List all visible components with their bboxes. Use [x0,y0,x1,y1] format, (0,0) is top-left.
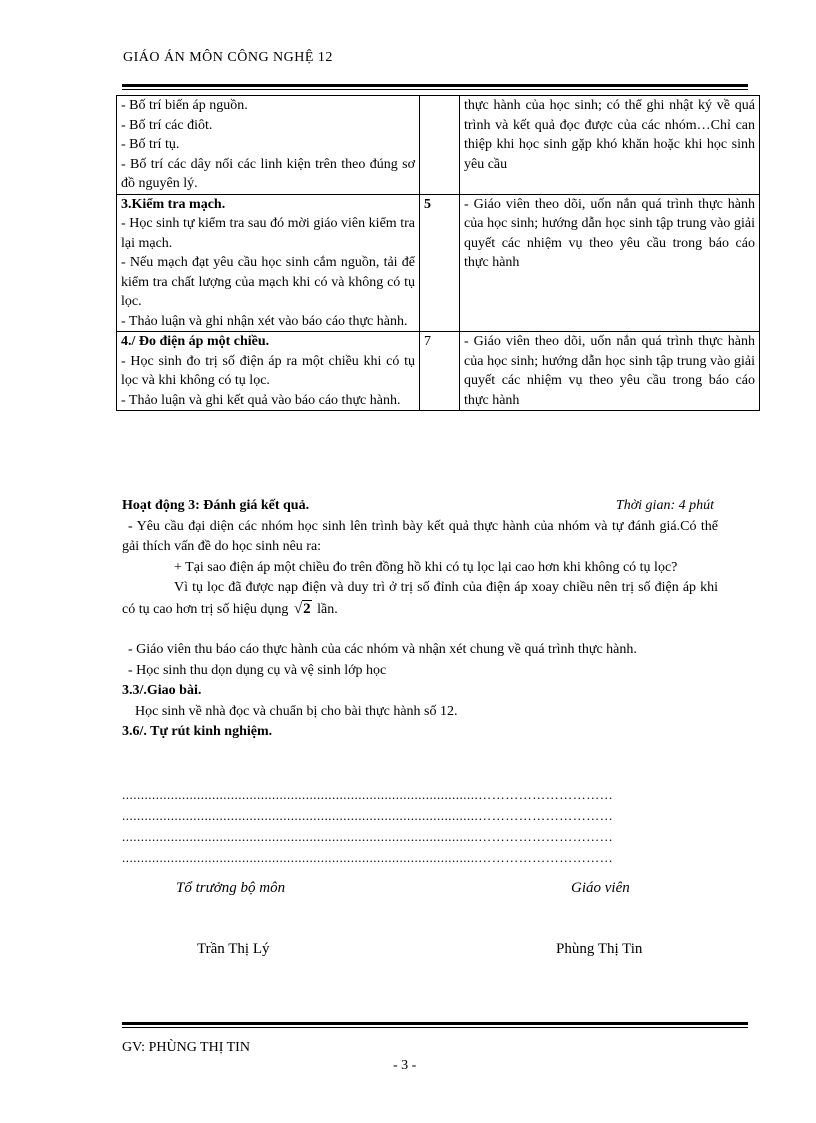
footer-rule-thick [122,1022,748,1025]
answer-suffix: lần. [317,601,338,617]
list-item: - Bố trí các dây nối các linh kiện trên theo đúng sơ đồ nguyên lý. [121,156,415,191]
table-cell-time: 5 [420,194,460,332]
signature-right-title: Giáo viên [571,880,630,896]
table-cell-time [420,96,460,195]
table-cell-activity [117,194,420,332]
paragraph: - Yêu cầu đại diện các nhóm học sinh lên trình bày kết quả thực hành của nhóm và tự đánh giá.Có thể gải thích vấn đề do học sinh nêu ra: [122,518,718,554]
signature-left-name: Trần Thị Lý [197,941,270,957]
table-cell-teacher: thực hành của học sinh; có thể ghi nhật ký về quá trình và kết quả đọc được của các nhóm…Chỉ can thiệp khi học sinh gặp khó khăn hoặc khi học sinh yêu cầu [460,96,760,195]
list-item: - Thảo luận và ghi nhận xét vào báo cáo thực hành. [121,313,408,329]
list-item: - Bố trí tụ. [121,137,180,152]
list-item: - Học sinh đo trị số điện áp ra một chiều khi có tụ lọc và khi không có tụ lọc. [121,353,415,388]
experience-lines [122,784,702,868]
paragraph: - Học sinh thu dọn dụng cụ và vệ sinh lớp học [128,662,387,678]
question-paragraph: + Tại sao điện áp một chiều đo trên đồng hồ khi có tụ lọc lại cao hơn khi không có tụ lọc? [174,559,678,575]
activity-3-section [122,496,718,743]
dotted-line: ...............................................................................................………………………… [122,787,614,802]
list-item: - Nếu mạch đạt yêu cầu học sinh cắm nguồn, tải để kiểm tra chất lượng của mạch khi có và không có tụ lọc. [121,255,415,309]
dotted-line: ...............................................................................................………………………… [122,808,614,823]
dotted-line: ...............................................................................................………………………… [122,850,614,865]
table-cell-teacher: - Giáo viên theo dõi, uốn nắn quá trình thực hành của học sinh; hướng dẫn học sinh tập trung vào giải quyết các nhiệm vụ theo yêu cầu trong báo cáo thực hành [460,194,760,332]
header-rule-thick [122,84,748,87]
list-item: - Bố trí các điôt. [121,117,213,133]
experience-heading: 3.6/. Tự rút kinh nghiệm. [122,724,273,739]
paragraph: - Giáo viên thu báo cáo thực hành của các nhóm và nhận xét chung về quá trình thực hành. [128,642,637,657]
assign-heading: 3.3/.Giao bài. [122,683,202,698]
signature-left-title: Tổ trưởng bộ môn [176,880,286,896]
activity-3-time: Thời gian: 4 phút [615,498,714,513]
footer-rule-thin [122,1027,748,1028]
table-row [117,332,760,411]
list-item: - Thảo luận và ghi kết quả vào báo cáo thực hành. [121,392,401,408]
table-cell-activity [117,332,420,411]
header-rule-thin [122,89,748,90]
sqrt-value: 2 [303,600,311,617]
sqrt-symbol [294,601,312,617]
list-item: - Học sinh tự kiểm tra sau đó mời giáo viên kiểm tra lại mạch. [121,216,415,251]
table-cell-activity [117,96,420,195]
footer-teacher: GV: PHÙNG THỊ TIN [122,1040,250,1055]
header-title: GIÁO ÁN MÔN CÔNG NGHỆ 12 [123,50,333,65]
lesson-table [116,95,760,411]
page-number: - 3 - [393,1058,417,1073]
row-heading: 4./ Đo điện áp một chiều. [121,334,270,349]
table-row [117,96,760,195]
table-cell-time: 7 [420,332,460,411]
activity-3-header [122,496,718,517]
activity-3-title: Hoạt động 3: Đánh giá kết quả. [122,498,310,513]
signature-right-name: Phùng Thị Tin [556,941,643,957]
answer-text: Vì tụ lọc đã được nạp điện và duy trì ở trị số đỉnh của điện áp xoay chiều nên trị số điện áp khi có tụ cao hơn trị số hiệu dụng [122,580,718,617]
answer-paragraph [122,578,718,620]
table-cell-teacher: - Giáo viên theo dõi, uốn nắn quá trình thực hành của học sinh; hướng dẫn học sinh tập trung vào giải quyết các nhiệm vụ theo yêu cầu trong báo cáo thực hành [460,332,760,411]
dotted-line: ...............................................................................................………………………… [122,829,614,844]
row-heading: 3.Kiểm tra mạch. [121,196,226,212]
list-item: - Bố trí biến áp nguồn. [121,98,248,113]
assign-text: Học sinh về nhà đọc và chuẩn bị cho bài thực hành số 12. [135,703,458,719]
sqrt-sign: √ [293,600,303,617]
table-row [117,194,760,332]
